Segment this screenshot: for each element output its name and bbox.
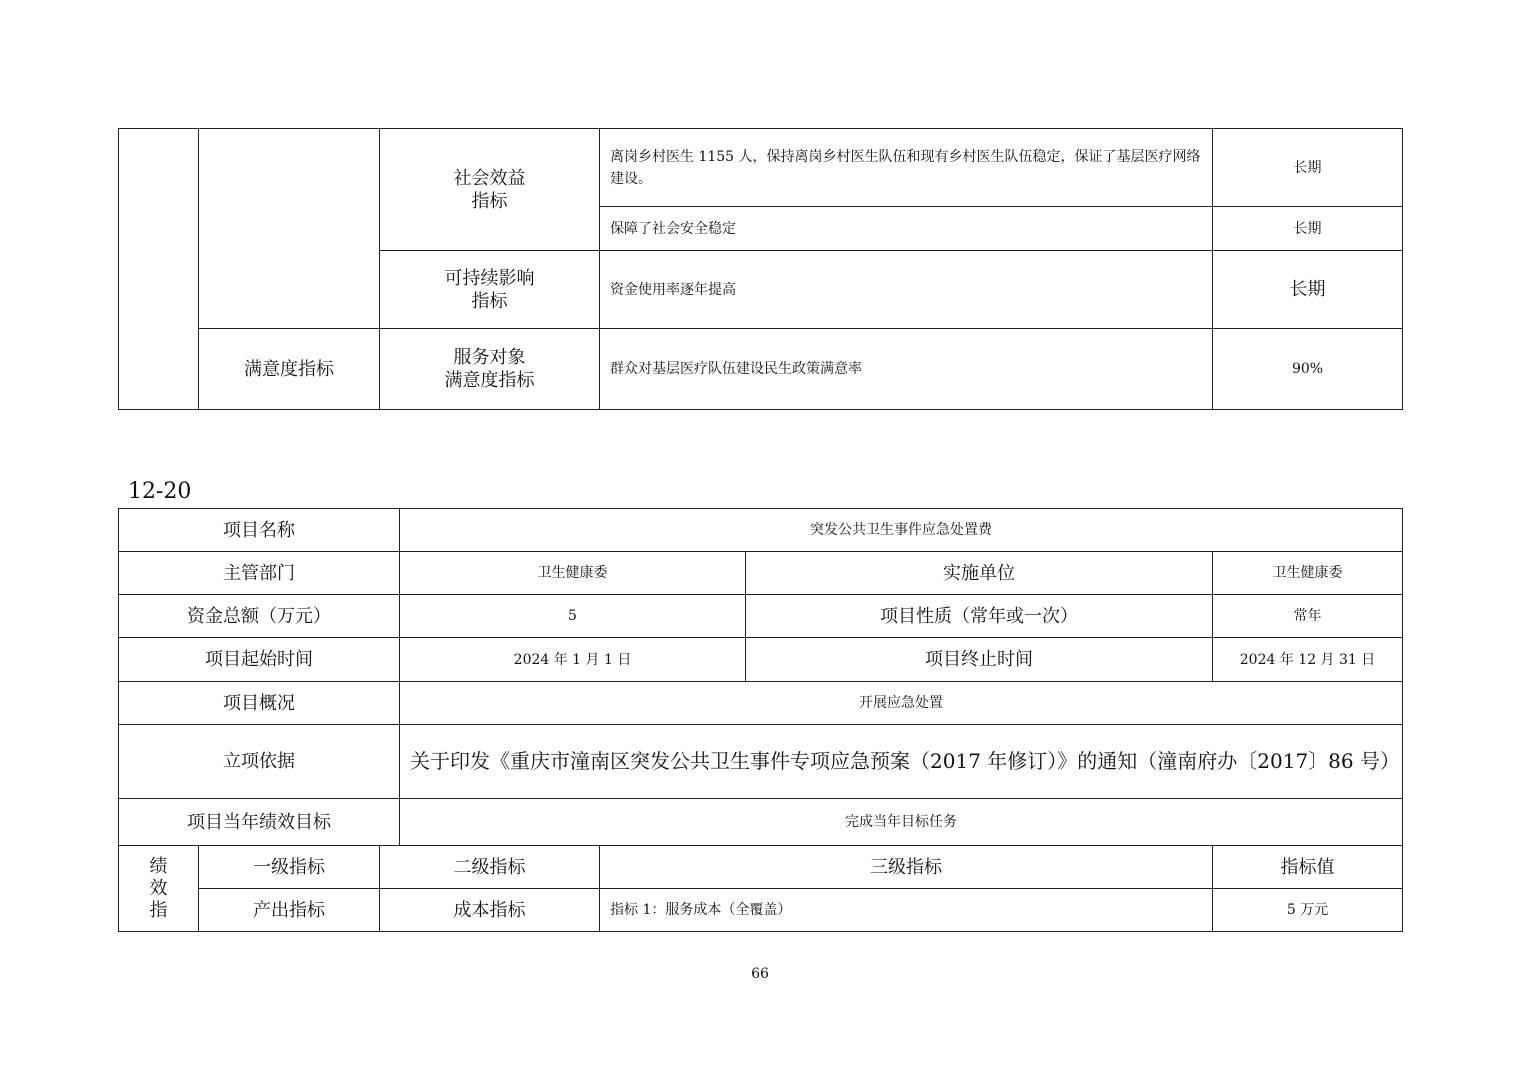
section-label: 12-20 xyxy=(128,479,192,504)
start-time-label: 项目起始时间 xyxy=(119,638,400,682)
header-level3: 三级指标 xyxy=(600,846,1213,889)
performance-label-cell xyxy=(119,129,199,410)
level3-cell: 资金使用率逐年提高 xyxy=(600,251,1213,329)
annual-goal-label: 项目当年绩效目标 xyxy=(119,799,400,846)
nature-label: 项目性质（常年或一次） xyxy=(746,595,1213,638)
nature-value: 常年 xyxy=(1213,595,1403,638)
level1-cell-empty xyxy=(199,129,380,329)
end-time-label: 项目终止时间 xyxy=(746,638,1213,682)
indicator-table-continued xyxy=(118,128,1403,410)
header-level2: 二级指标 xyxy=(380,846,600,889)
basis-label: 立项依据 xyxy=(119,725,400,799)
impl-unit-label: 实施单位 xyxy=(746,552,1213,595)
level3-cell: 保障了社会安全稳定 xyxy=(600,207,1213,251)
indicator-1-cell: 指标 1：服务成本（全覆盖） xyxy=(600,889,1213,932)
funds-label: 资金总额（万元） xyxy=(119,595,400,638)
indicator-value-cell: 长期 xyxy=(1213,129,1403,207)
header-level1: 一级指标 xyxy=(199,846,380,889)
dept-label: 主管部门 xyxy=(119,552,400,595)
indicator-value-cell: 90% xyxy=(1213,329,1403,410)
performance-indicator-label: 绩 效 指 xyxy=(119,846,199,932)
level1-cell-satisfaction: 满意度指标 xyxy=(199,329,380,410)
indicator-value-cell: 长期 xyxy=(1213,207,1403,251)
project-name-value: 突发公共卫生事件应急处置费 xyxy=(400,509,1403,552)
start-time-value: 2024 年 1 月 1 日 xyxy=(400,638,746,682)
level3-cell: 离岗乡村医生 1155 人，保持离岗乡村医生队伍和现有乡村医生队伍稳定，保证了基层医疗网络建设。 xyxy=(600,129,1213,207)
project-name-label: 项目名称 xyxy=(119,509,400,552)
overview-label: 项目概况 xyxy=(119,682,400,725)
level2-cell-social-benefit: 社会效益 指标 xyxy=(380,129,600,251)
dept-value: 卫生健康委 xyxy=(400,552,746,595)
basis-value: 关于印发《重庆市潼南区突发公共卫生事件专项应急预案（2017 年修订）》的通知（潼南府办〔2017〕86 号） xyxy=(400,725,1403,799)
overview-value: 开展应急处置 xyxy=(400,682,1403,725)
page-number: 66 xyxy=(751,966,769,982)
header-value: 指标值 xyxy=(1213,846,1403,889)
funds-value: 5 xyxy=(400,595,746,638)
level3-cell: 群众对基层医疗队伍建设民生政策满意率 xyxy=(600,329,1213,410)
project-table xyxy=(118,508,1403,932)
impl-unit-value: 卫生健康委 xyxy=(1213,552,1403,595)
end-time-value: 2024 年 12 月 31 日 xyxy=(1213,638,1403,682)
level2-cell-sustainability: 可持续影响 指标 xyxy=(380,251,600,329)
annual-goal-value: 完成当年目标任务 xyxy=(400,799,1403,846)
cost-indicator-cell: 成本指标 xyxy=(380,889,600,932)
indicator-value-cell: 长期 xyxy=(1213,251,1403,329)
output-indicator-cell: 产出指标 xyxy=(199,889,380,932)
indicator-1-value: 5 万元 xyxy=(1213,889,1403,932)
level2-cell-service-satisfaction: 服务对象 满意度指标 xyxy=(380,329,600,410)
